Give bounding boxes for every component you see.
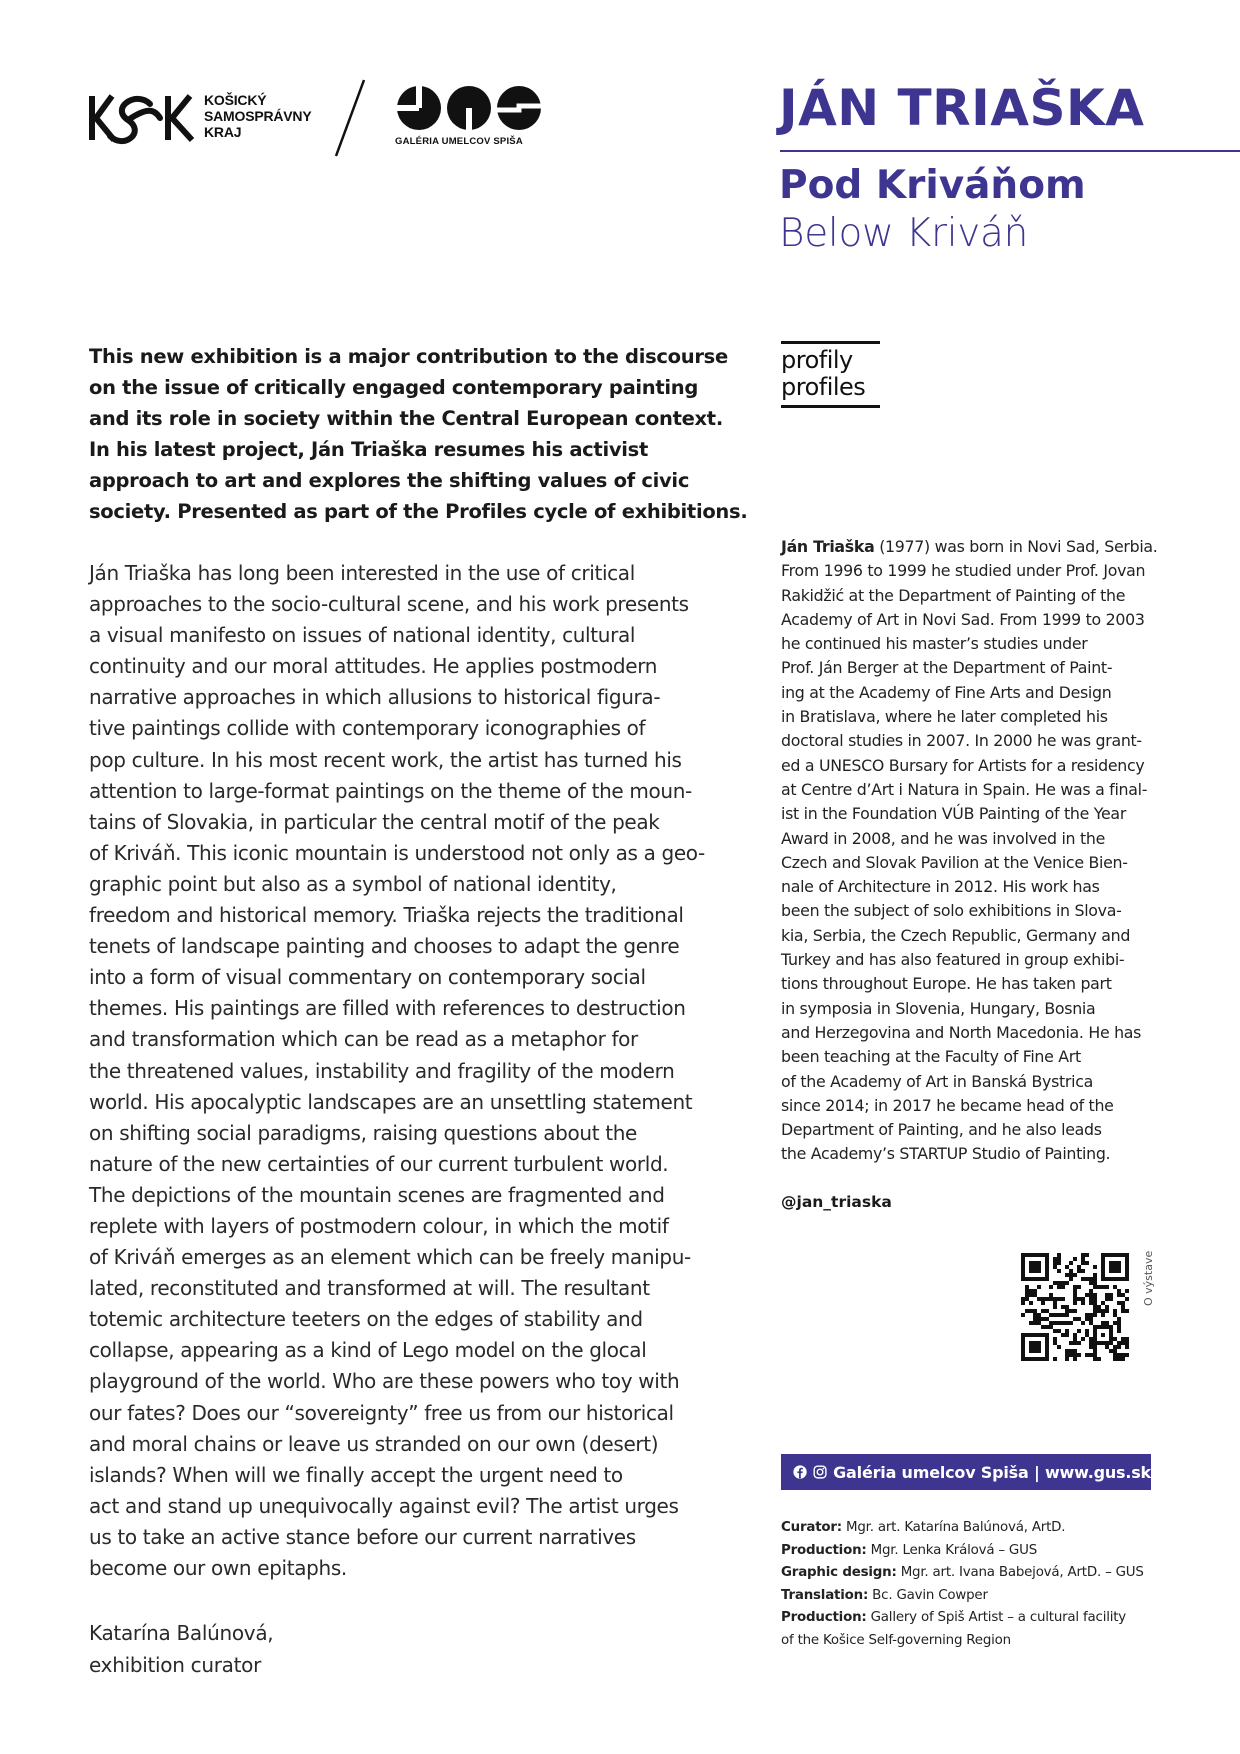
body-line: The depictions of the mountain scenes are fragmented and — [89, 1182, 665, 1207]
artist-name: JÁN TRIAŠKA — [779, 79, 1145, 137]
credit-value: Mgr. Lenka Králová – GUS — [866, 1542, 1038, 1558]
ksk-logo-text — [204, 92, 311, 140]
body-line: and moral chains or leave us stranded on our own (desert) — [89, 1431, 659, 1456]
body-line: collapse, appearing as a kind of Lego model on the glocal — [89, 1338, 647, 1363]
credit-line — [781, 1540, 1181, 1563]
intro-line: and its role in society within the Central European context. — [89, 407, 723, 430]
bio-line: (1977) was born in Novi Sad, Serbia. — [874, 537, 1158, 556]
bio-line: nale of Architecture in 2012. His work has — [781, 877, 1100, 897]
credit-label: Graphic design: — [781, 1565, 897, 1581]
credit-label: Production: — [781, 1610, 867, 1626]
credit-label: Production: — [781, 1542, 867, 1558]
bio-line: Award in 2008, and he was involved in the — [781, 828, 1106, 848]
body-line: narrative approaches in which allusions to historical figura- — [89, 685, 661, 710]
body-line: of Kriváň emerges as an element which can be freely manipu- — [89, 1245, 691, 1270]
body-line: tive paintings collide with contemporary iconographies of — [89, 716, 646, 741]
exhibition-title-sk: Pod Kriváňom — [779, 163, 1086, 208]
instagram-handle[interactable]: @jan_triaska — [781, 1193, 892, 1211]
facebook-icon[interactable] — [793, 1463, 807, 1481]
bio-line: at Centre d’Art i Natura in Spain. He was a final- — [781, 779, 1148, 799]
bio-line: since 2014; in 2017 he became head of the — [781, 1095, 1114, 1115]
body-line: attention to large-format paintings on the theme of the moun- — [89, 778, 692, 803]
profiles-logo — [781, 341, 881, 411]
bio-line: Prof. Ján Berger at the Department of Paint- — [781, 658, 1113, 678]
bio-line: in symposia in Slovenia, Hungary, Bosnia — [781, 998, 1096, 1018]
ksk-line-2: SAMOSPRÁVNY — [204, 108, 312, 124]
profiles-top-bar — [781, 341, 880, 344]
body-line: freedom and historical memory. Triaška rejects the traditional — [89, 903, 684, 928]
qr-code[interactable] — [1021, 1253, 1129, 1361]
profiles-bottom-bar — [781, 405, 880, 408]
credit-line — [781, 1607, 1181, 1630]
body-line: of Kriváň. This iconic mountain is understood not only as a geo- — [89, 840, 705, 865]
profiles-line-sk: profily — [781, 346, 853, 374]
body-line: a visual manifesto on issues of national identity, cultural — [89, 623, 636, 648]
intro-line: This new exhibition is a major contribution to the discourse — [89, 345, 728, 368]
body-line: lated, reconstituted and transformed at will. The resultant — [89, 1276, 650, 1301]
body-line: islands? When will we finally accept the urgent need to — [89, 1462, 623, 1487]
body-line: totemic architecture teeters on the edges of stability and — [89, 1307, 643, 1332]
credit-label: Curator: — [781, 1520, 842, 1535]
profiles-logo-text — [781, 347, 865, 401]
body-line: our fates? Does our “sovereignty” free us from our historical — [89, 1400, 674, 1425]
profiles-line-en: profiles — [781, 373, 866, 401]
body-line: approaches to the socio-cultural scene, and his work presents — [89, 592, 689, 617]
bio-line: doctoral studies in 2007. In 2000 he was grant- — [781, 731, 1142, 751]
ksk-logo — [88, 86, 318, 150]
bio-line: of the Academy of Art in Banská Bystrica — [781, 1071, 1093, 1091]
body-line: us to take an active stance before our current narratives — [89, 1524, 636, 1549]
intro-paragraph — [89, 341, 748, 527]
body-line: replete with layers of postmodern colour, in which the motif — [89, 1213, 669, 1238]
credit-line — [781, 1562, 1181, 1585]
bio-line: in Bratislava, where he later completed his — [781, 707, 1108, 727]
curator-role: exhibition curator — [89, 1653, 261, 1677]
bio-line: kia, Serbia, the Czech Republic, Germany and — [781, 925, 1131, 945]
body-line: become our own epitaphs. — [89, 1556, 347, 1580]
body-line: graphic point but also as a symbol of national identity, — [89, 871, 617, 896]
body-line: Ján Triaška has long been interested in the use of critical — [89, 561, 635, 585]
body-line: pop culture. In his most recent work, the artist has turned his — [89, 747, 682, 772]
credit-value: Mgr. art. Ivana Babejová, ArtD. – GUS — [896, 1565, 1144, 1581]
credit-line — [781, 1585, 1181, 1608]
bio-line: been teaching at the Faculty of Fine Art — [781, 1047, 1081, 1067]
body-line: tains of Slovakia, in particular the central motif of the peak — [89, 809, 660, 834]
ksk-mark-icon — [88, 86, 196, 150]
credit-value: Gallery of Spiš Artist – a cultural facility — [866, 1610, 1127, 1626]
banner-text[interactable]: Galéria umelcov Spiša | www.gus.sk — [833, 1462, 1151, 1482]
body-line: continuity and our moral attitudes. He applies postmodern — [89, 654, 658, 679]
instagram-icon[interactable] — [813, 1463, 827, 1481]
bio-line: From 1996 to 1999 he studied under Prof. Jovan — [781, 561, 1146, 581]
artist-bio — [781, 535, 1161, 1167]
gus-mark-icon — [395, 84, 543, 132]
bio-line: Department of Painting, and he also leads — [781, 1120, 1102, 1140]
body-line: playground of the world. Who are these powers who toy with — [89, 1369, 680, 1394]
bio-line: and Herzegovina and North Macedonia. He has — [781, 1022, 1142, 1042]
bio-first-line — [781, 535, 1161, 559]
credit-value: Bc. Gavin Cowper — [868, 1587, 988, 1603]
credit-label: Translation: — [781, 1587, 869, 1603]
body-line: themes. His paintings are filled with references to destruction — [89, 996, 686, 1021]
bio-line: been the subject of solo exhibitions in Slova- — [781, 901, 1122, 921]
logo-divider-slash — [330, 78, 370, 158]
bio-line: Academy of Art in Novi Sad. From 1999 to 2003 — [781, 609, 1145, 629]
credit-value: Mgr. art. Katarína Balúnová, ArtD. — [841, 1520, 1066, 1535]
curator-name: Katarína Balúnová, — [89, 1621, 274, 1645]
ksk-line-1: KOŠICKÝ — [204, 92, 267, 108]
body-line: into a form of visual commentary on contemporary social — [89, 965, 646, 990]
curator-signature — [89, 1617, 273, 1681]
credit-line — [781, 1517, 1181, 1540]
gus-logo-caption: GALÉRIA UMELCOV SPIŠA — [395, 136, 523, 147]
bio-line: Turkey and has also featured in group exhibi- — [781, 950, 1125, 970]
bio-line: Czech and Slovak Pavilion at the Venice Bien- — [781, 852, 1128, 872]
bio-artist-name: Ján Triaška — [781, 537, 875, 556]
curatorial-text — [89, 558, 739, 1584]
bio-line: ed a UNESCO Bursary for Artists for a residency — [781, 755, 1145, 775]
body-line: the threatened values, instability and fragility of the modern — [89, 1058, 675, 1083]
exhibition-title-en: Below Kriváň — [779, 211, 1029, 256]
credits — [781, 1517, 1181, 1653]
bio-line: he continued his master’s studies under — [781, 634, 1088, 654]
bio-line: tions throughout Europe. He has taken part — [781, 974, 1112, 994]
bio-line: Rakidžić at the Department of Painting of the — [781, 585, 1126, 605]
intro-line: approach to art and explores the shifting values of civic — [89, 469, 690, 492]
title-divider — [780, 150, 1240, 152]
qr-label: O výstave — [1142, 1250, 1155, 1306]
bio-line: ist in the Foundation VÚB Painting of the Year — [781, 804, 1127, 824]
body-line: nature of the new certainties of our current turbulent world. — [89, 1151, 669, 1176]
body-line: world. His apocalyptic landscapes are an unsettling statement — [89, 1089, 693, 1114]
gallery-banner[interactable] — [781, 1454, 1151, 1490]
body-line: and transformation which can be read as a metaphor for — [89, 1027, 638, 1052]
credit-line: of the Košice Self-governing Region — [781, 1632, 1011, 1648]
body-line: tenets of landscape painting and chooses to adapt the genre — [89, 934, 680, 959]
bio-line: ing at the Academy of Fine Arts and Design — [781, 682, 1112, 702]
intro-line: In his latest project, Ján Triaška resumes his activist — [89, 438, 648, 461]
intro-line: on the issue of critically engaged contemporary painting — [89, 376, 699, 399]
bio-line: the Academy’s STARTUP Studio of Painting. — [781, 1144, 1111, 1164]
intro-line: society. Presented as part of the Profiles cycle of exhibitions. — [89, 500, 748, 523]
body-line: act and stand up unequivocally against evil? The artist urges — [89, 1493, 679, 1518]
gus-logo — [393, 84, 543, 152]
ksk-line-3: KRAJ — [204, 124, 242, 140]
body-line: on shifting social paradigms, raising questions about the — [89, 1120, 637, 1145]
